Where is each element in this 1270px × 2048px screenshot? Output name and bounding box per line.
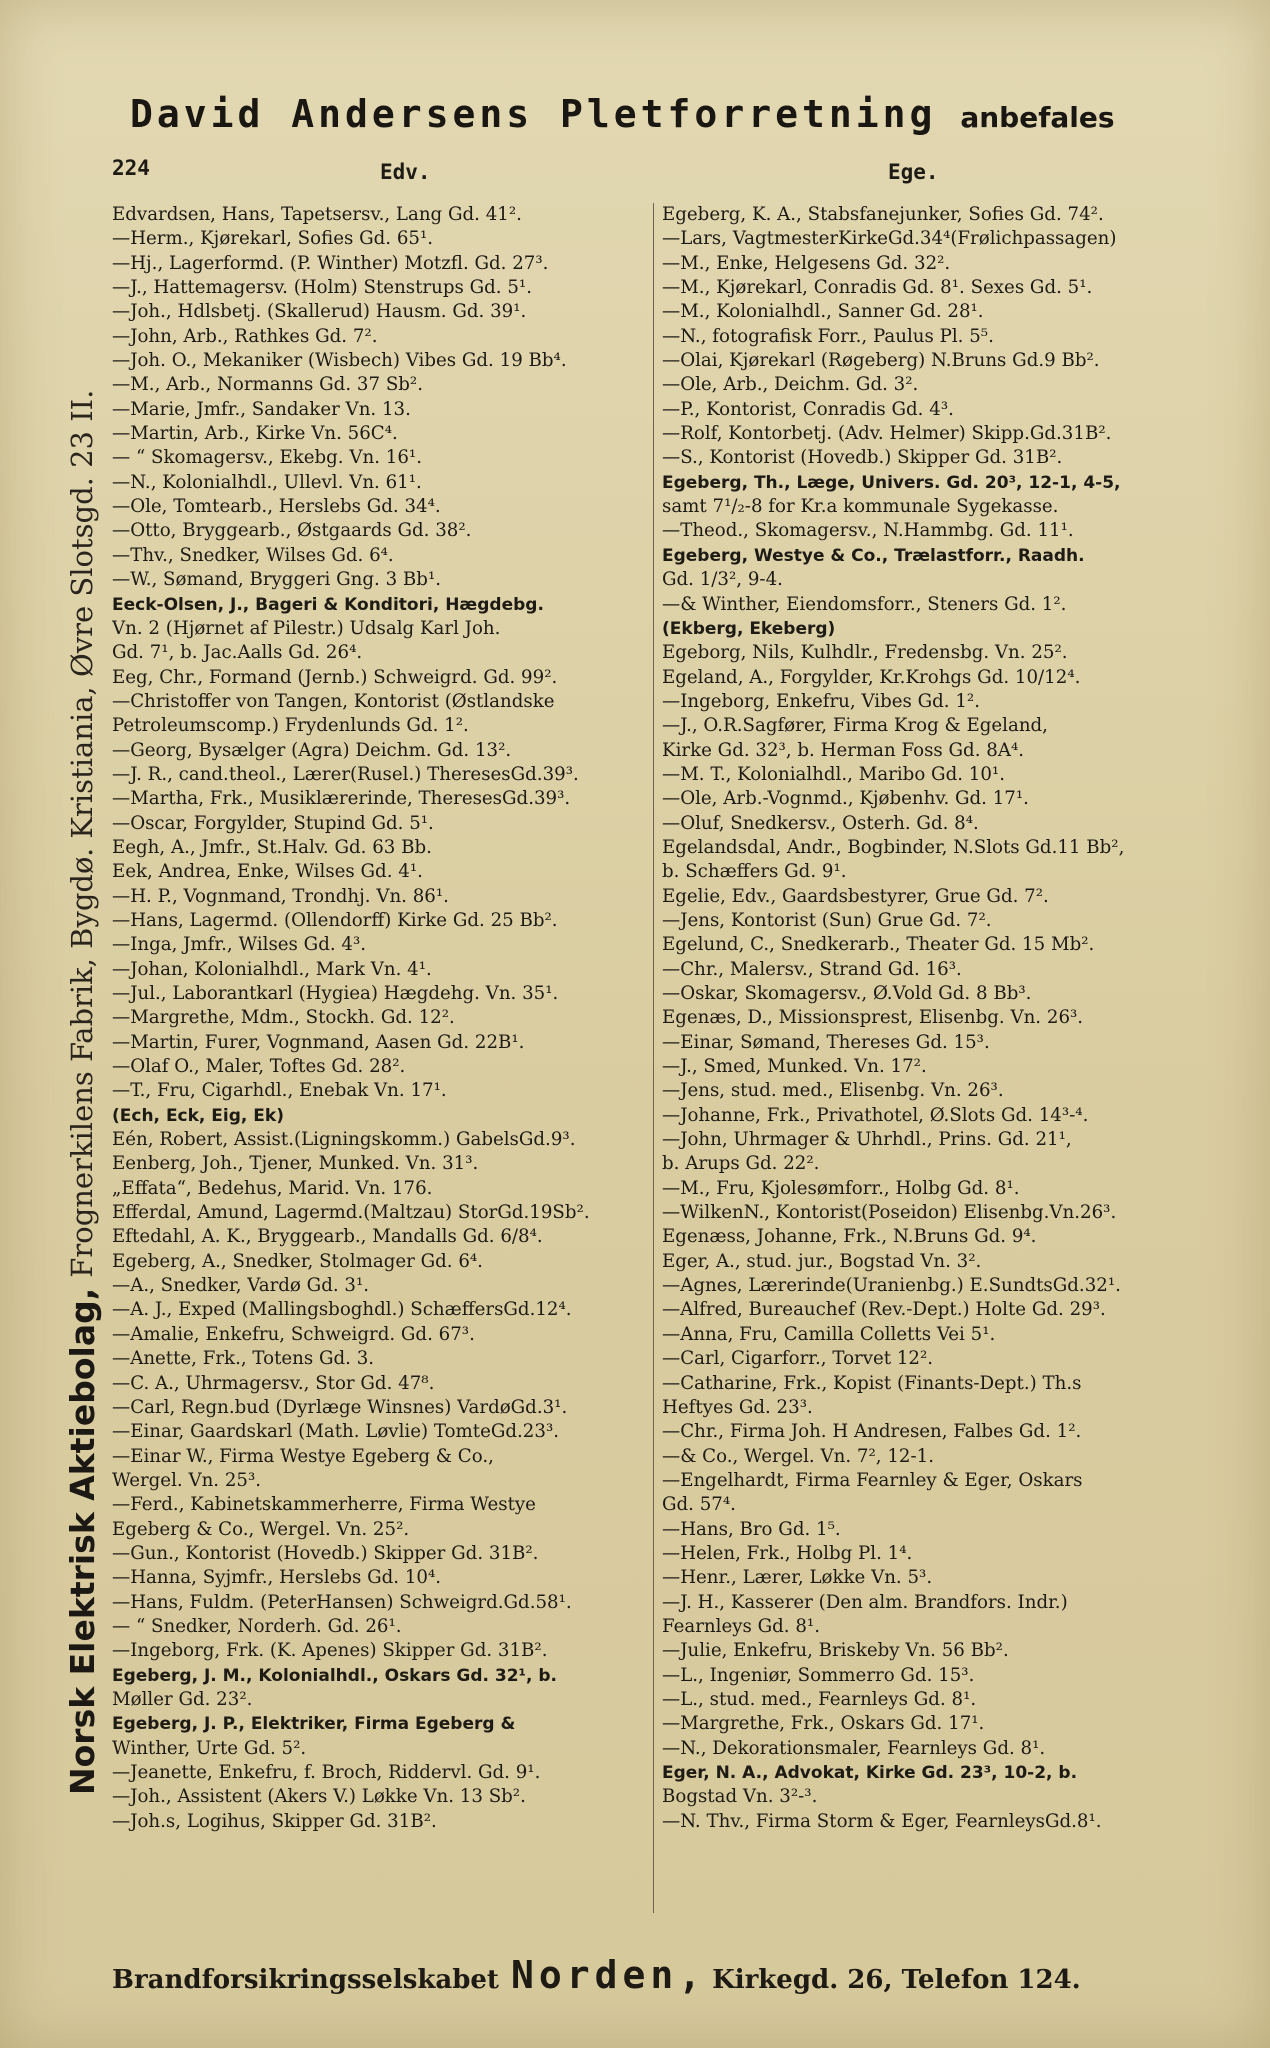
directory-entry-line: Eftedahl, A. K., Bryggearb., Mandalls Gd. 6/8⁴. <box>112 1226 543 1248</box>
directory-entry-line: Egeberg, Th., Læge, Univers. Gd. 20³, 12-1, 4-5, <box>662 472 1121 493</box>
side-ad-company: Norsk Elektrisk Aktiebolag, <box>62 1287 102 1795</box>
directory-entry-line: —J., Smed, Munked. Vn. 17². <box>662 1056 927 1078</box>
directory-entry-line: —Einar, Sømand, Thereses Gd. 15³. <box>662 1031 990 1053</box>
directory-entry-line: —Christoffer von Tangen, Kontorist (Østlandske <box>112 690 555 712</box>
directory-entry-line: —P., Kontorist, Conradis Gd. 4³. <box>662 398 954 420</box>
directory-entry-line: samt 7¹/₂-8 for Kr.a kommunale Sygekasse. <box>662 496 1059 518</box>
directory-entry-line: —Olaf O., Maler, Toftes Gd. 28². <box>112 1056 406 1078</box>
directory-entry-line: —Ole, Arb., Deichm. Gd. 3². <box>662 374 919 396</box>
directory-entry-line: Eek, Andrea, Enke, Wilses Gd. 4¹. <box>112 861 423 883</box>
directory-entry-line: —Einar W., Firma Westye Egeberg & Co., <box>112 1445 494 1467</box>
column-divider <box>653 203 654 1913</box>
directory-entry-line: —John, Uhrmager & Uhrhdl., Prins. Gd. 21¹, <box>662 1129 1072 1151</box>
directory-entry-line: —Margrethe, Frk., Oskars Gd. 17¹. <box>662 1713 985 1735</box>
directory-entry-line: —Alfred, Bureauchef (Rev.-Dept.) Holte Gd. 29³. <box>662 1299 1106 1321</box>
directory-entry-line: Gd. 57⁴. <box>662 1494 736 1516</box>
directory-entry-line: —Joh., Assistent (Akers V.) Løkke Vn. 13 Sb². <box>112 1786 526 1808</box>
directory-entry-line: —J. H., Kasserer (Den alm. Brandfors. Indr.) <box>662 1591 1068 1613</box>
directory-entry-line: Eeg, Chr., Formand (Jernb.) Schweigrd. Gd. 99². <box>112 666 558 688</box>
directory-entry-line: —Theod., Skomagersv., N.Hammbg. Gd. 11¹. <box>662 520 1074 542</box>
directory-entry-line: —Engelhardt, Firma Fearnley & Eger, Oskars <box>662 1469 1083 1491</box>
directory-entry-line: —Georg, Bysælger (Agra) Deichm. Gd. 13². <box>112 739 512 761</box>
directory-entry-line: —M., Enke, Helgesens Gd. 32². <box>662 252 951 274</box>
directory-entry-line: Winther, Urte Gd. 5². <box>112 1737 307 1759</box>
directory-entry-line: —Amalie, Enkefru, Schweigrd. Gd. 67³. <box>112 1323 475 1345</box>
directory-entry-line: Egelie, Edv., Gaardsbestyrer, Grue Gd. 7². <box>662 885 1049 907</box>
directory-entry-line: —L., stud. med., Fearnleys Gd. 8¹. <box>662 1688 977 1710</box>
directory-entry-line: Eegh, A., Jmfr., St.Halv. Gd. 63 Bb. <box>112 836 432 858</box>
directory-entry-line: —Lars, VagtmesterKirkeGd.34⁴(Frølichpassagen) <box>662 228 1117 250</box>
directory-entry-line: —N., Dekorationsmaler, Fearnleys Gd. 8¹. <box>662 1737 1046 1759</box>
directory-entry-line: —Olai, Kjørekarl (Røgeberg) N.Bruns Gd.9 Bb². <box>662 350 1100 372</box>
directory-entry-line: —Johan, Kolonialhdl., Mark Vn. 4¹. <box>112 958 432 980</box>
directory-entry-line: —John, Arb., Rathkes Gd. 7². <box>112 325 378 347</box>
directory-entry-line: Eenberg, Joh., Tjener, Munked. Vn. 31³. <box>112 1153 479 1175</box>
directory-entry-line: —M., Kjørekarl, Conradis Gd. 8¹. Sexes Gd. 5¹. <box>662 277 1093 299</box>
running-header <box>112 156 1222 188</box>
directory-entry-line: Egeberg, J. M., Kolonialhdl., Oskars Gd. 32¹, b. <box>112 1665 557 1686</box>
directory-entry-line: —Anna, Fru, Camilla Colletts Vei 5¹. <box>662 1323 996 1345</box>
directory-entry-line: —Helen, Frk., Holbg Pl. 1⁴. <box>662 1542 913 1564</box>
directory-entry-line: Egelund, C., Snedkerarb., Theater Gd. 15 Mb². <box>662 934 1095 956</box>
directory-entry-line: —Hans, Bro Gd. 1⁵. <box>662 1518 841 1540</box>
directory-entry-line: Eger, A., stud. jur., Bogstad Vn. 3². <box>662 1250 982 1272</box>
directory-entry-line: —C. A., Uhrmagersv., Stor Gd. 47⁸. <box>112 1372 435 1394</box>
directory-entry-line: —Jens, stud. med., Elisenbg. Vn. 26³. <box>662 1080 1004 1102</box>
directory-entry-line: Egeborg, Nils, Kulhdlr., Fredensbg. Vn. 25². <box>662 642 1068 664</box>
directory-entry-line: —Margrethe, Mdm., Stockh. Gd. 12². <box>112 1007 455 1029</box>
directory-entry-line: —Jeanette, Enkefru, f. Broch, Riddervl. Gd. 9¹. <box>112 1762 541 1783</box>
banner-suffix: anbefales <box>960 101 1115 134</box>
directory-entry-line: —Ole, Arb.-Vognmd., Kjøbenhv. Gd. 17¹. <box>662 788 1029 810</box>
directory-entry-line: Fearnleys Gd. 8¹. <box>662 1615 820 1637</box>
directory-entry-line: —Marie, Jmfr., Sandaker Vn. 13. <box>112 398 411 420</box>
left-column <box>112 203 650 1834</box>
directory-entry-line: —Ole, Tomtearb., Herslebs Gd. 34⁴. <box>112 496 441 518</box>
directory-entry-line: —Agnes, Lærerinde(Uranienbg.) E.SundtsGd.32¹. <box>662 1275 1121 1297</box>
directory-entry-line: Bogstad Vn. 3²-³. <box>662 1786 818 1808</box>
directory-entry-line: —Julie, Enkefru, Briskeby Vn. 56 Bb². <box>662 1640 1009 1662</box>
directory-entry-line: —Rolf, Kontorbetj. (Adv. Helmer) Skipp.Gd.31B². <box>662 423 1112 445</box>
directory-entry-line: —Ferd., Kabinetskammerherre, Firma Westye <box>112 1494 536 1516</box>
directory-entry-line: —Hans, Lagermd. (Ollendorff) Kirke Gd. 25 Bb². <box>112 909 558 931</box>
directory-entry-line: —& Winther, Eiendomsforr., Steners Gd. 1². <box>662 593 1067 615</box>
directory-entry-line: —Einar, Gaardskarl (Math. Løvlie) TomteGd.23³. <box>112 1421 560 1443</box>
side-advertisement <box>52 265 112 1795</box>
directory-entry-line: Eeck-Olsen, J., Bageri & Konditori, Hægdebg. <box>112 594 544 615</box>
directory-entry-line: —M., Fru, Kjolesømforr., Holbg Gd. 8¹. <box>662 1177 1020 1199</box>
directory-entry-line: Wergel. Vn. 25³. <box>112 1469 262 1491</box>
directory-entry-line: Egeberg, Westye & Co., Trælastforr., Raadh. <box>662 545 1085 566</box>
directory-entry-line: —Ingeborg, Enkefru, Vibes Gd. 1². <box>662 690 980 712</box>
directory-entry-line: —L., Ingeniør, Sommerro Gd. 15³. <box>662 1664 975 1686</box>
directory-entry-line: —Hj., Lagerformd. (P. Winther) Motzfl. Gd. 27³. <box>112 252 549 274</box>
directory-entry-line: —M., Kolonialhdl., Sanner Gd. 28¹. <box>662 301 984 323</box>
directory-entry-line: —Henr., Lærer, Løkke Vn. 5³. <box>662 1567 933 1589</box>
directory-entry-line: —& Co., Wergel. Vn. 7², 12-1. <box>662 1445 934 1467</box>
directory-entry-line: —J., Hattemagersv. (Holm) Stenstrups Gd. 5¹. <box>112 277 532 299</box>
directory-entry-line: —H. P., Vognmand, Trondhj. Vn. 86¹. <box>112 885 449 907</box>
directory-entry-line: Eger, N. A., Advokat, Kirke Gd. 23³, 10-2, b. <box>662 1763 1078 1783</box>
directory-entry-line: (Ekberg, Ekeberg) <box>662 618 836 639</box>
directory-entry-line: Egeland, A., Forgylder, Kr.Krohgs Gd. 10/12⁴. <box>662 666 1081 688</box>
directory-entry-line: „Effata“, Bedehus, Marid. Vn. 176. <box>112 1177 433 1199</box>
directory-entry-line: —S., Kontorist (Hovedb.) Skipper Gd. 31B². <box>662 447 1063 469</box>
directory-entry-line: Egenæss, Johanne, Frk., N.Bruns Gd. 9⁴. <box>662 1226 1037 1248</box>
directory-entry-line: Gd. 1/3², 9-4. <box>662 569 783 591</box>
right-column-key: Ege. <box>888 160 939 184</box>
directory-entry-line: —N. Thv., Firma Storm & Eger, FearnleysGd.8¹. <box>662 1810 1102 1832</box>
directory-entry-line: Møller Gd. 23². <box>112 1688 253 1710</box>
directory-entry-line: —Herm., Kjørekarl, Sofies Gd. 65¹. <box>112 228 434 250</box>
directory-entry-line: Gd. 7¹, b. Jac.Aalls Gd. 26⁴. <box>112 642 363 664</box>
directory-entry-line: —Joh. O., Mekaniker (Wisbech) Vibes Gd. 19 Bb⁴. <box>112 350 567 372</box>
footer-address: Kirkegd. 26, Telefon 124. <box>712 1965 1081 1995</box>
directory-entry-line: Egeberg, A., Snedker, Stolmager Gd. 6⁴. <box>112 1250 483 1272</box>
directory-entry-line: —Carl, Regn.bud (Dyrlæge Winsnes) VardøGd.3¹. <box>112 1396 568 1418</box>
directory-entry-line: —N., Kolonialhdl., Ullevl. Vn. 61¹. <box>112 471 422 493</box>
directory-entry-line: —Martha, Frk., Musiklærerinde, TheresesGd.39³. <box>112 788 571 810</box>
right-column <box>662 203 1218 1834</box>
directory-entry-line: —Jul., Laborantkarl (Hygiea) Hægdehg. Vn. 35¹. <box>112 983 559 1004</box>
directory-entry-line: Vn. 2 (Hjørnet af Pilestr.) Udsalg Karl Joh. <box>112 617 501 639</box>
directory-entry-line: —J. R., cand.theol., Lærer(Rusel.) TheresesGd.39³. <box>112 763 579 785</box>
directory-entry-line: —Carl, Cigarforr., Torvet 12². <box>662 1348 934 1370</box>
directory-entry-line: —Hans, Fuldm. (PeterHansen) Schweigrd.Gd.58¹. <box>112 1591 572 1613</box>
directory-entry-line: —Otto, Bryggearb., Østgaards Gd. 38². <box>112 520 472 542</box>
directory-entry-line: —Hanna, Syjmfr., Herslebs Gd. 10⁴. <box>112 1567 442 1589</box>
top-advertisement <box>130 92 1230 136</box>
directory-entry-line: — “ Skomagersv., Ekebg. Vn. 16¹. <box>112 447 422 469</box>
page-number: 224 <box>112 156 150 180</box>
directory-entry-line: Efferdal, Amund, Lagermd.(Maltzau) StorGd.19Sb². <box>112 1202 590 1224</box>
directory-entry-line: —Martin, Furer, Vognmand, Aasen Gd. 22B¹. <box>112 1031 525 1053</box>
directory-entry-line: Kirke Gd. 32³, b. Herman Foss Gd. 8A⁴. <box>662 739 1025 761</box>
directory-entry-line: (Ech, Eck, Eig, Ek) <box>112 1105 284 1126</box>
directory-entry-line: —Joh.s, Logihus, Skipper Gd. 31B². <box>112 1810 437 1832</box>
directory-entry-line: Heftyes Gd. 23³. <box>662 1396 813 1418</box>
directory-entry-line: —A. J., Exped (Mallingsboghdl.) SchæffersGd.12⁴. <box>112 1299 572 1321</box>
directory-entry-line: —N., fotografisk Forr., Paulus Pl. 5⁵. <box>662 325 994 347</box>
footer-name: Norden, <box>510 1953 707 1997</box>
directory-entry-line: Egeberg & Co., Wergel. Vn. 25². <box>112 1518 410 1540</box>
directory-entry-line: —Johanne, Frk., Privathotel, Ø.Slots Gd. 14³-⁴. <box>662 1104 1089 1126</box>
directory-entry-line: —T., Fru, Cigarhdl., Enebak Vn. 17¹. <box>112 1080 447 1102</box>
directory-entry-line: —Oskar, Skomagersv., Ø.Vold Gd. 8 Bb³. <box>662 983 1032 1004</box>
directory-entry-line: —Oscar, Forgylder, Stupind Gd. 5¹. <box>112 812 434 834</box>
directory-entry-line: Petroleumscomp.) Frydenlunds Gd. 1². <box>112 715 469 737</box>
directory-entry-line: — “ Snedker, Norderh. Gd. 26¹. <box>112 1615 402 1637</box>
directory-entry-line: —M. T., Kolonialhdl., Maribo Gd. 10¹. <box>662 763 1005 785</box>
directory-entry-line: Egeberg, K. A., Stabsfanejunker, Sofies Gd. 74². <box>662 204 1104 225</box>
directory-entry-line: b. Schæffers Gd. 9¹. <box>662 861 847 883</box>
directory-entry-line: —W., Sømand, Bryggeri Gng. 3 Bb¹. <box>112 569 442 591</box>
directory-entry-line: —J., O.R.Sagfører, Firma Krog & Egeland, <box>662 715 1048 737</box>
side-ad-address: Frognerkilens Fabrik, Bygdø. Kristiania, Øvre Slotsgd. 23 II. <box>65 389 99 1278</box>
directory-entry-line: Egenæs, D., Missionsprest, Elisenbg. Vn. 26³. <box>662 1007 1084 1029</box>
directory-entry-line: Egelandsdal, Andr., Bogbinder, N.Slots Gd.11 Bb², <box>662 836 1125 858</box>
directory-entry-line: —Chr., Firma Joh. H Andresen, Falbes Gd. 1². <box>662 1421 1082 1443</box>
directory-entry-line: —Joh., Hdlsbetj. (Skallerud) Hausm. Gd. 39¹. <box>112 301 527 323</box>
directory-entry-line: —Ingeborg, Frk. (K. Apenes) Skipper Gd. 31B². <box>112 1640 548 1662</box>
bottom-advertisement <box>112 1953 1232 1997</box>
banner-title: David Andersens Pletforretning <box>130 92 937 136</box>
directory-entry-line: —Oluf, Snedkersv., Osterh. Gd. 8⁴. <box>662 812 979 834</box>
left-column-key: Edv. <box>380 160 431 184</box>
directory-entry-line: —WilkenN., Kontorist(Poseidon) Elisenbg.Vn.26³. <box>662 1202 1117 1224</box>
directory-entry-line: —Jens, Kontorist (Sun) Grue Gd. 7². <box>662 909 992 931</box>
directory-entry-line: —Martin, Arb., Kirke Vn. 56C⁴. <box>112 423 398 445</box>
directory-entry-line: Egeberg, J. P., Elektriker, Firma Egeberg & <box>112 1714 516 1735</box>
directory-entry-line: —M., Arb., Normanns Gd. 37 Sb². <box>112 374 423 396</box>
directory-entry-line: —Thv., Snedker, Wilses Gd. 6⁴. <box>112 544 394 566</box>
directory-entry-line: Eén, Robert, Assist.(Ligningskomm.) GabelsGd.9³. <box>112 1129 576 1151</box>
directory-entry-line: —Chr., Malersv., Strand Gd. 16³. <box>662 958 962 980</box>
directory-entry-line: —A., Snedker, Vardø Gd. 3¹. <box>112 1275 370 1297</box>
directory-entry-line: —Anette, Frk., Totens Gd. 3. <box>112 1348 375 1370</box>
directory-entry-line: Edvardsen, Hans, Tapetsersv., Lang Gd. 41². <box>112 204 522 225</box>
directory-entry-line: —Inga, Jmfr., Wilses Gd. 4³. <box>112 934 367 956</box>
directory-entry-line: —Catharine, Frk., Kopist (Finants-Dept.) Th.s <box>662 1372 1082 1394</box>
directory-entry-line: —Gun., Kontorist (Hovedb.) Skipper Gd. 31B². <box>112 1542 539 1564</box>
directory-entry-line: b. Arups Gd. 22². <box>662 1153 820 1175</box>
footer-company: Brandforsikringsselskabet <box>112 1965 499 1995</box>
